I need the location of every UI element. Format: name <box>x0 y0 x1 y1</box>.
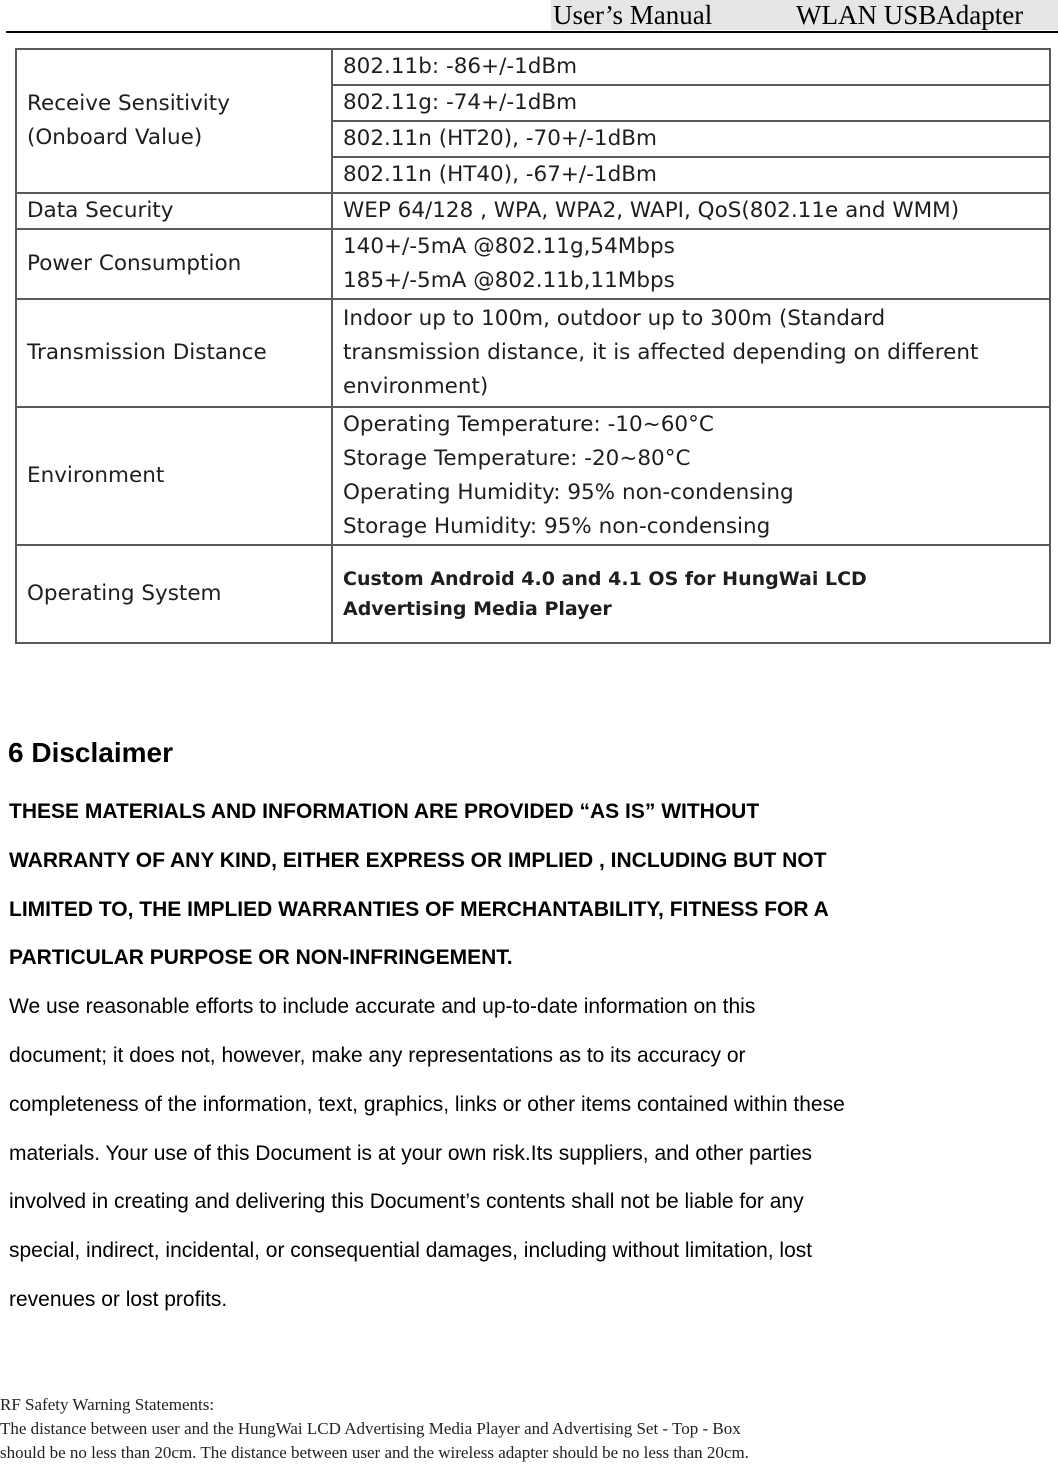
disclaimer-body-line: document; it does not, however, make any representations as to its accuracy or <box>9 1043 746 1067</box>
spec-label: Environment <box>16 407 332 545</box>
header-title-box <box>551 0 1058 30</box>
disclaimer-caps-line: PARTICULAR PURPOSE OR NON-INFRINGEMENT. <box>9 946 513 970</box>
rf-safety-title: RF Safety Warning Statements: <box>0 1395 215 1414</box>
spec-value-line: Operating Temperature: -10~60°C <box>343 412 714 437</box>
disclaimer-body-line: completeness of the information, text, graphics, links or other items contained within these <box>9 1092 845 1116</box>
spec-label: Operating System <box>16 545 332 643</box>
spec-label-line: Receive Sensitivity <box>27 91 230 116</box>
header-divider <box>6 31 1058 33</box>
rf-safety-section <box>0 1393 1058 1465</box>
disclaimer-body-line: We use reasonable efforts to include accurate and up-to-date information on this <box>9 995 756 1019</box>
spec-value-line: Storage Humidity: 95% non-condensing <box>343 514 771 539</box>
header-manual-label: User’s Manual <box>553 0 713 30</box>
disclaimer-caps-line: THESE MATERIALS AND INFORMATION ARE PROVIDED “AS IS” WITHOUT <box>9 800 760 823</box>
spec-value-line: Storage Temperature: -20~80°C <box>343 446 691 471</box>
spec-value-line: 185+/-5mA @802.11b,11Mbps <box>343 268 675 293</box>
spec-label: Data Security <box>16 193 332 229</box>
spec-value-line: environment) <box>343 374 489 399</box>
spec-value-line: 802.11g: -74+/-1dBm <box>333 86 1049 122</box>
spec-value-line: WEP 64/128 , WPA, WPA2, WAPI, QoS(802.11e and WMM) <box>343 198 960 223</box>
spec-table <box>15 48 1051 644</box>
rf-safety-line: The distance between user and the HungWai LCD Advertising Media Player and Advertising Set - Top - Box <box>0 1419 741 1438</box>
spec-value <box>332 545 1050 643</box>
spec-value <box>332 407 1050 545</box>
spec-row-operating-system <box>16 545 1050 643</box>
spec-row-data-security <box>16 193 1050 229</box>
disclaimer-heading: 6 Disclaimer <box>8 737 173 768</box>
disclaimer-body-line: materials. Your use of this Document is at your own risk.Its suppliers, and other parties <box>9 1141 813 1165</box>
spec-value-line: 140+/-5mA @802.11g,54Mbps <box>343 234 675 259</box>
spec-label: Transmission Distance <box>16 299 332 407</box>
rf-safety-line: should be no less than 20cm. The distance between user and the wireless adapter should be no less than 20cm. <box>0 1443 749 1462</box>
spec-value-line: 802.11n (HT40), -67+/-1dBm <box>343 162 657 187</box>
spec-value-line: Advertising Media Player <box>343 598 612 620</box>
spec-value-line: Operating Humidity: 95% non-condensing <box>343 480 794 505</box>
page-header <box>0 0 1058 34</box>
spec-value <box>332 299 1050 407</box>
spec-value-line: 802.11n (HT20), -70+/-1dBm <box>333 122 1049 158</box>
spec-row-environment <box>16 407 1050 545</box>
spec-value <box>332 229 1050 299</box>
spec-value-line: 802.11b: -86+/-1dBm <box>333 50 1049 86</box>
disclaimer-body <box>9 788 1049 1325</box>
spec-row-receive-sensitivity <box>16 49 1050 193</box>
spec-value <box>332 49 1050 193</box>
spec-label-line: (Onboard Value) <box>27 125 203 150</box>
disclaimer-caps-line: LIMITED TO, THE IMPLIED WARRANTIES OF MERCHANTABILITY, FITNESS FOR A <box>9 897 829 921</box>
disclaimer-body-line: involved in creating and delivering this Document’s contents shall not be liable for any <box>9 1190 804 1214</box>
disclaimer-body-line: revenues or lost profits. <box>9 1287 228 1311</box>
header-product-label: WLAN USBAdapter <box>796 0 1024 30</box>
spec-value-line: Indoor up to 100m, outdoor up to 300m (Standard <box>343 306 886 331</box>
disclaimer-body-line: special, indirect, incidental, or consequential damages, including without limitation, lost <box>9 1239 813 1263</box>
spec-row-power-consumption <box>16 229 1050 299</box>
spec-value-line: transmission distance, it is affected depending on different <box>343 340 979 365</box>
spec-row-transmission-distance <box>16 299 1050 407</box>
disclaimer-caps-line: WARRANTY OF ANY KIND, EITHER EXPRESS OR IMPLIED , INCLUDING BUT NOT <box>9 848 827 872</box>
spec-value-line: Custom Android 4.0 and 4.1 OS for HungWai LCD <box>343 568 867 590</box>
spec-label: Power Consumption <box>16 229 332 299</box>
spec-label <box>16 49 332 193</box>
spec-value <box>332 193 1050 229</box>
